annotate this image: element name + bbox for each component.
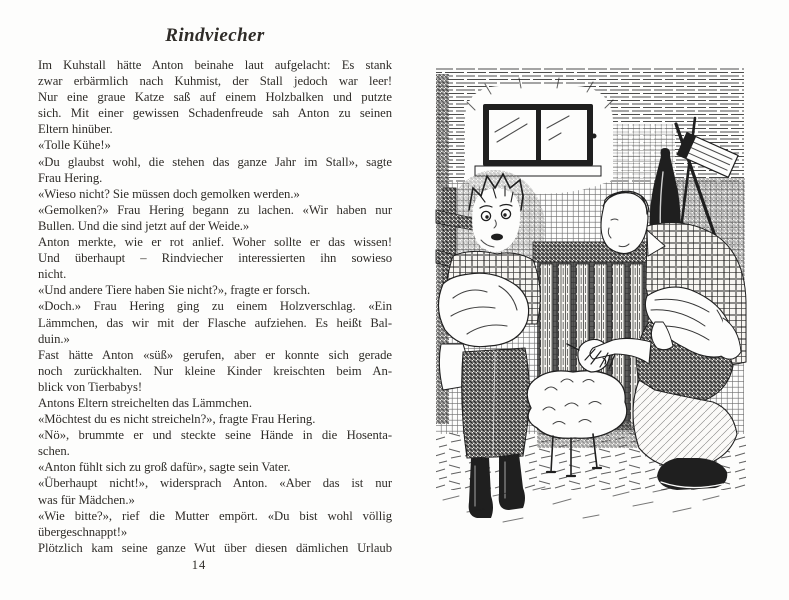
text-line: «Anton fühlt sich zu groß dafür», sagte sein Vater. [38,460,291,475]
barn-scene-drawing [436,68,746,522]
text-line: nicht. [38,267,67,282]
text-line: Plötzlich kam seine ganze Wut über diesen dämlichen Urlaub [38,540,392,555]
page-number: 14 [191,558,207,572]
text-line: Bullen. Und die sind jetzt auf der Weide.» [38,218,250,233]
text-line: «Nö», brummte er und steckte seine Hände in die Hosenta- [38,428,392,443]
text-line: Frau Hering. [38,170,103,185]
chapter-illustration [433,60,748,532]
text-line: schen. [38,444,70,459]
text-line: Nur eine graue Katze saß auf einem Holzbalken und putzte [38,90,392,105]
chapter-title: Rindviecher [165,25,265,46]
text-line: Eltern hinüber. [38,122,113,137]
text-line: blick von Tierbabys! [38,379,143,394]
text-line: übergeschnappt!» [38,524,128,539]
text-line: duin.» [38,331,70,346]
text-line: «Wie bitte?», rief die Mutter empört. «Du bist wohl völlig [38,508,392,523]
text-line: «Überhaupt nicht!», widersprach Anton. «Aber das ist nur [38,476,392,491]
text-line: «Gemolken?» Frau Hering begann zu lachen. «Wir haben nur [38,202,392,217]
text-line: «Du glaubst wohl, die stehen das ganze Jahr im Stall», sagte [38,154,392,169]
text-line: «Möchtest du es nicht streicheln?», fragte Frau Hering. [38,412,316,427]
text-line: Und überhaupt – Rindviecher interessierten ihn sowieso [38,251,392,266]
text-line: «Doch.» Frau Hering ging zu einem Holzverschlag. «Ein [38,299,392,314]
text-line: noch zurückhalten. Nur kleine Kinder kreischten beim An- [38,363,392,378]
text-line: zwar erbärmlich nach Kuhmist, der Stall jedoch war leer! [38,74,392,89]
text-line: was für Mädchen.» [38,492,135,507]
text-line: Fast hätte Anton «süß» gerufen, aber er konnte sich gerade [38,347,392,362]
text-line: «Tolle Kühe!» [38,138,111,153]
text-line: sich. Mit einer gewissen Schadenfreude sah Anton zu seinen [38,106,392,121]
body-text [38,57,392,556]
text-column [38,25,392,556]
text-line: Im Kuhstall hätte Anton beinahe laut aufgelacht: Es stank [38,58,392,72]
text-line: «Wieso nicht? Sie müssen doch gemolken werden.» [38,186,300,201]
text-line: Anton merkte, wie er rot anlief. Woher sollte er das wissen! [38,235,392,250]
text-line: Lämmchen, das wir mit der Flasche aufziehen. Es heißt Bal- [38,315,392,330]
text-line: «Und andere Tiere haben Sie nicht?», fragte er forsch. [38,283,311,298]
text-line: Antons Eltern streichelten das Lämmchen. [38,395,252,410]
